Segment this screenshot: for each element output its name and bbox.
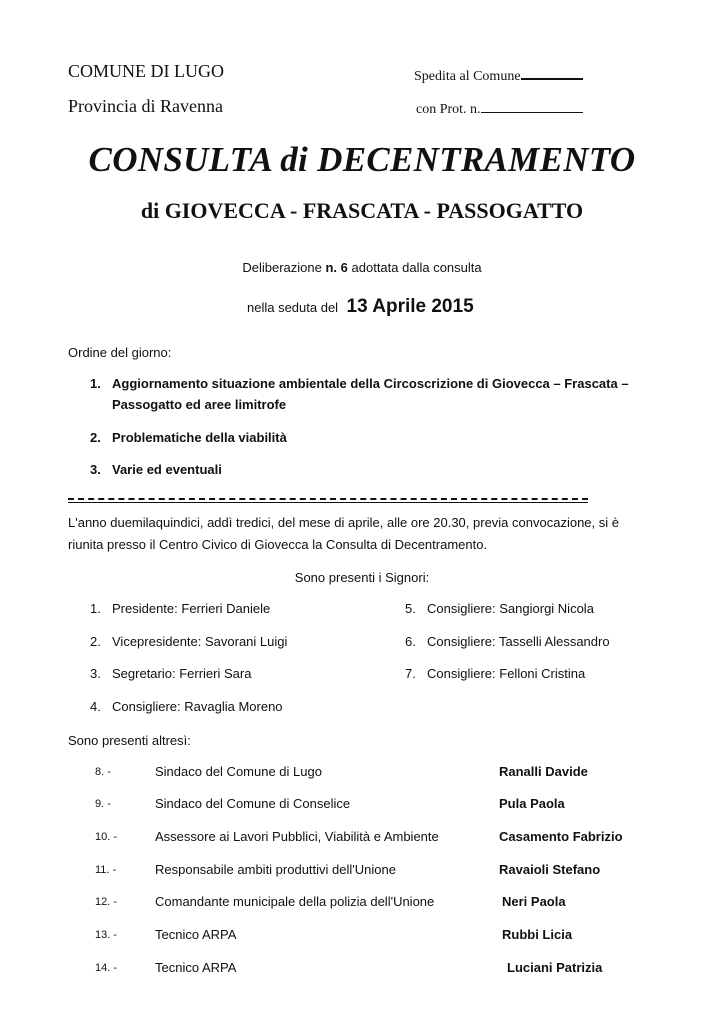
ordine-label: Ordine del giorno:	[68, 345, 172, 360]
altresi-row-9-num: 9. -	[95, 798, 111, 810]
altresi-row-10-role: Assessore ai Lavori Pubblici, Viabilità e Ambiente	[155, 829, 439, 844]
deliberazione-number: n. 6	[325, 260, 348, 275]
presenti-item-5-text: Consigliere: Sangiorgi Nicola	[427, 601, 594, 616]
altresi-row-12-role: Comandante municipale della polizia dell'Unione	[155, 894, 435, 909]
altresi-row-11-num: 11. -	[95, 864, 117, 876]
comune-name: COMUNE DI LUGO	[68, 61, 224, 81]
presenti-item-5	[405, 601, 594, 616]
presenti-label: Sono presenti i Signori:	[294, 570, 430, 585]
intro-line-2: riunita presso il Centro Civico di Giovecca la Consulta di Decentramento.	[68, 537, 488, 552]
presenti-item-7	[405, 666, 585, 681]
presenti-item-4-text: Consigliere: Ravaglia Moreno	[112, 699, 283, 714]
altresi-row-11-role: Responsabile ambiti produttivi dell'Unione	[155, 862, 396, 877]
separator-line-2	[68, 502, 588, 503]
altresi-row-10-name: Casamento Fabrizio	[499, 829, 623, 844]
ordine-item-3-text: Varie ed eventuali	[112, 462, 222, 477]
seduta-date: 13 Aprile 2015	[346, 296, 474, 317]
ordine-item-1	[90, 376, 629, 391]
altresi-row-10-num: 10. -	[95, 831, 118, 843]
spedita-blank	[521, 66, 583, 80]
ordine-item-1-num: 1.	[90, 376, 101, 391]
presenti-item-3-text: Segretario: Ferrieri Sara	[112, 666, 252, 681]
presenti-item-4-num: 4.	[90, 699, 101, 714]
altresi-row-8-name: Ranalli Davide	[499, 764, 588, 779]
presenti-item-1	[90, 601, 270, 616]
presenti-item-4	[90, 699, 283, 714]
altresi-row-12-name: Neri Paola	[502, 894, 566, 909]
deliberazione-suffix: adottata dalla consulta	[351, 260, 482, 275]
ordine-item-1-line2: Passogatto ed aree limitrofe	[112, 397, 287, 412]
deliberazione-line	[0, 260, 724, 275]
provincia-name: Provincia di Ravenna	[68, 96, 223, 116]
ordine-item-3	[90, 462, 222, 477]
prot-blank	[481, 100, 583, 113]
altresi-row-8-role: Sindaco del Comune di Lugo	[155, 764, 322, 779]
ordine-item-2	[90, 430, 287, 445]
seduta-line	[247, 296, 474, 318]
intro-line-1: L'anno duemilaquindici, addì tredici, del mese di aprile, alle ore 20.30, previa convocazione, si è	[68, 515, 619, 530]
altresi-row-8-num: 8. -	[95, 766, 111, 778]
altresi-row-9-role: Sindaco del Comune di Conselice	[155, 796, 351, 811]
presenti-item-1-text: Presidente: Ferrieri Daniele	[112, 601, 271, 616]
altresi-row-11-name: Ravaioli Stefano	[499, 862, 601, 877]
deliberazione-prefix: Deliberazione	[242, 260, 322, 275]
presenti-item-6-text: Consigliere: Tasselli Alessandro	[427, 634, 610, 649]
page-subtitle: di GIOVECCA - FRASCATA - PASSOGATTO	[140, 198, 584, 223]
prot-field	[416, 100, 583, 118]
altresi-row-12-num: 12. -	[95, 896, 118, 908]
altresi-row-13-num: 13. -	[95, 929, 118, 941]
prot-label: con Prot. n.	[416, 102, 481, 117]
seduta-label: nella seduta del	[247, 300, 339, 315]
ordine-item-2-text: Problematiche della viabilità	[112, 430, 287, 445]
altresi-label: Sono presenti altresì:	[68, 733, 191, 748]
altresi-row-13-role: Tecnico ARPA	[155, 927, 237, 942]
presenti-item-3-num: 3.	[90, 666, 101, 681]
altresi-row-9-name: Pula Paola	[499, 796, 565, 811]
presenti-item-7-text: Consigliere: Felloni Cristina	[427, 666, 586, 681]
altresi-row-14-role: Tecnico ARPA	[155, 960, 237, 975]
presenti-item-2	[90, 634, 287, 649]
ordine-item-3-num: 3.	[90, 462, 101, 477]
ordine-item-1-text: Aggiornamento situazione ambientale della Circoscrizione di Giovecca – Frascata –	[112, 376, 629, 391]
ordine-item-2-num: 2.	[90, 430, 101, 445]
altresi-row-13-name: Rubbi Licia	[502, 927, 573, 942]
presenti-item-6	[405, 634, 610, 649]
presenti-item-3	[90, 666, 251, 681]
separator-line	[68, 498, 588, 500]
altresi-row-14-name: Luciani Patrizia	[507, 960, 603, 975]
spedita-field	[414, 66, 583, 85]
presenti-item-5-num: 5.	[405, 601, 416, 616]
presenti-item-2-text: Vicepresidente: Savorani Luigi	[112, 634, 288, 649]
spedita-label: Spedita al Comune	[414, 69, 521, 84]
presenti-item-7-num: 7.	[405, 666, 416, 681]
presenti-item-1-num: 1.	[90, 601, 101, 616]
presenti-item-6-num: 6.	[405, 634, 416, 649]
page-title: CONSULTA di DECENTRAMENTO	[88, 140, 636, 179]
presenti-item-2-num: 2.	[90, 634, 101, 649]
altresi-row-14-num: 14. -	[95, 962, 118, 974]
